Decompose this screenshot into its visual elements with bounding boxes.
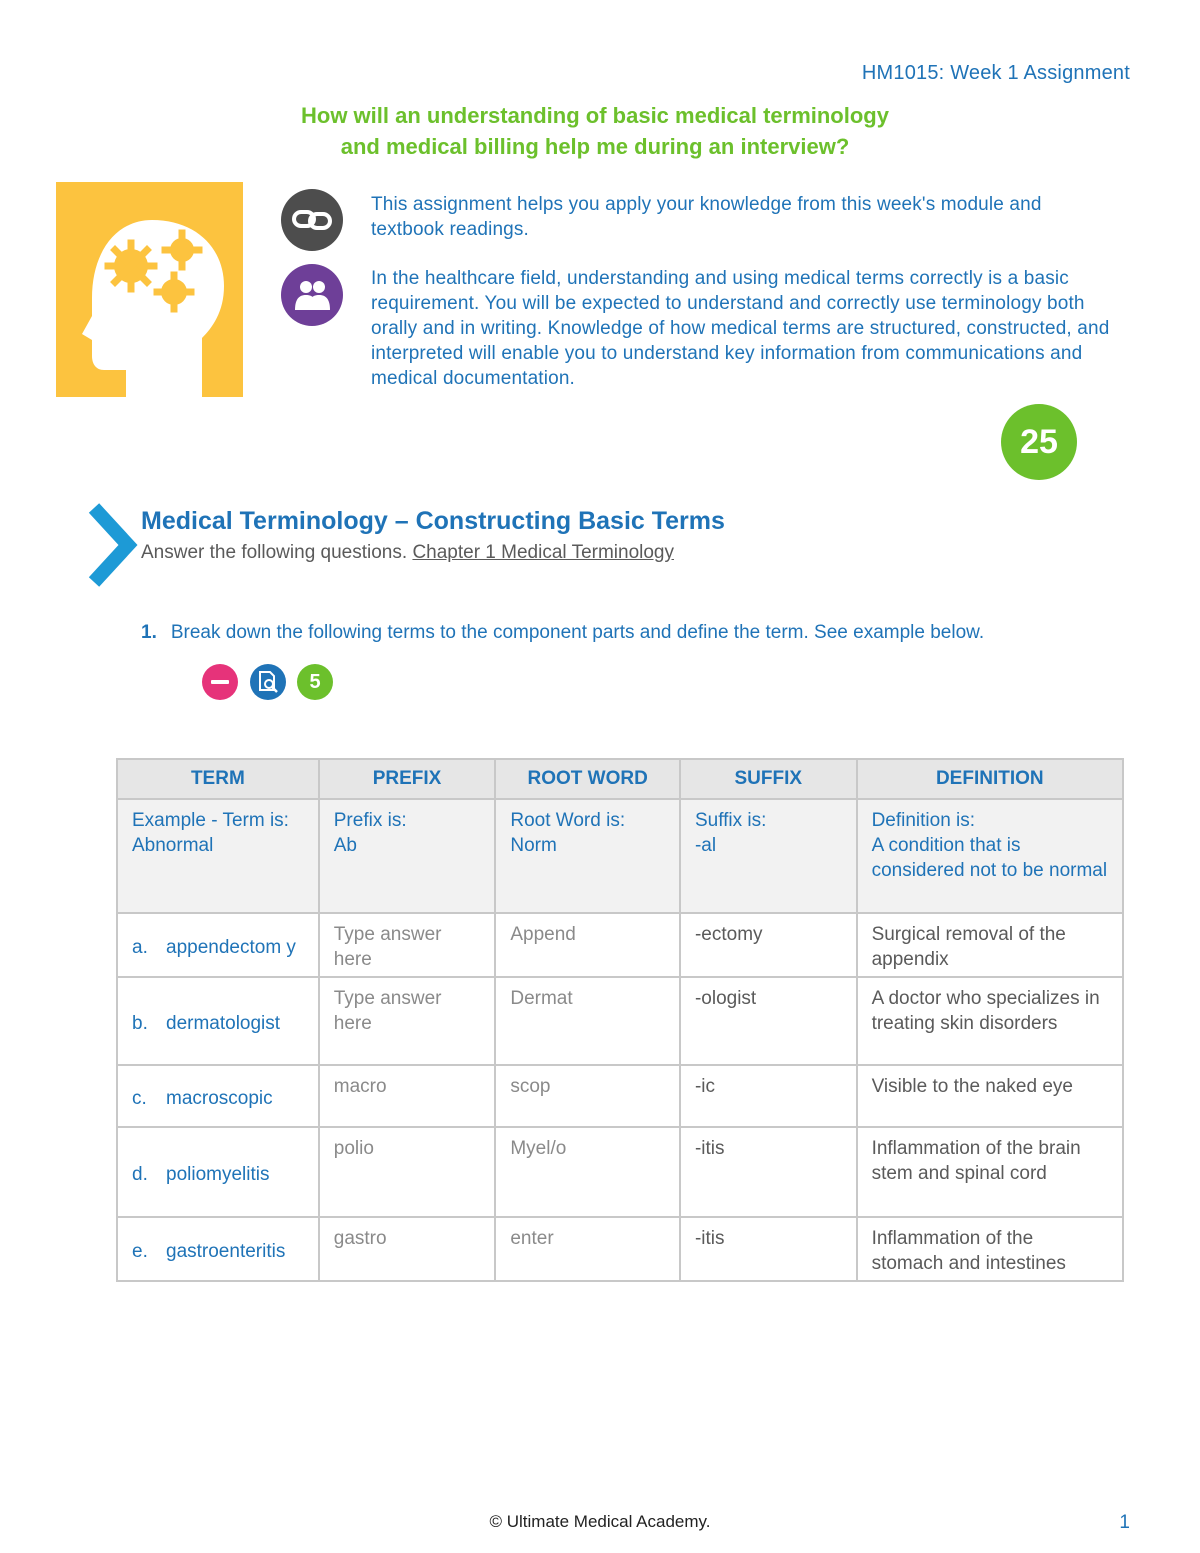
root-input[interactable]: scop [495,1065,680,1127]
minus-icon [202,664,238,700]
prefix-input[interactable]: macro [319,1065,496,1127]
header-suffix: SUFFIX [680,759,857,799]
guiding-question-line1: How will an understanding of basic medical terminology [301,103,889,128]
section-subtitle [141,542,674,564]
header-definition: DEFINITION [857,759,1123,799]
assignment-points-badge: 25 [1001,404,1077,480]
footer-copyright: © Ultimate Medical Academy. [489,1512,711,1531]
header-root-word: ROOT WORD [495,759,680,799]
question-text: Break down the following terms to the component parts and define the term. See example below. [170,622,985,643]
table-row [117,1065,1123,1127]
course-header: HM1015: Week 1 Assignment [861,62,1130,84]
example-row [117,799,1123,913]
table-row [117,1127,1123,1217]
example-suffix: Suffix is: -al [680,799,857,913]
question-points-badge: 5 [297,664,333,700]
section-instructions: Answer the following questions. [141,542,413,563]
suffix-input[interactable]: -itis [680,1127,857,1217]
suffix-input[interactable]: -ic [680,1065,857,1127]
intro-paragraph-2: In the healthcare field, understanding and using medical terms correctly is a basic requirement. You will be expected to understand and correctly use terminology both orally and in writing. Knowledge of how medical terms are structured, constructed, and interpreted will enable you to understand key information from communications and medical documentation. [371,268,1110,389]
example-root: Root Word is: Norm [495,799,680,913]
table-header-row [117,759,1123,799]
page-number: 1 [1119,1512,1130,1533]
section-title: Medical Terminology – Constructing Basic Terms [141,507,725,535]
example-term: Example - Term is: Abnormal [117,799,319,913]
root-input[interactable]: enter [495,1217,680,1281]
term-cell: e. gastroenteritis [117,1217,319,1281]
question-number: 1. [141,622,157,643]
head-gears-illustration [56,182,243,397]
prefix-input[interactable]: polio [319,1127,496,1217]
term-cell: c. macroscopic [117,1065,319,1127]
prefix-input[interactable]: gastro [319,1217,496,1281]
table-row [117,913,1123,977]
prefix-input[interactable]: Type answer here [319,913,496,977]
definition-input[interactable]: Inflammation of the stomach and intestines [857,1217,1123,1281]
link-icon [281,189,343,251]
example-prefix: Prefix is: Ab [319,799,496,913]
people-icon [281,264,343,326]
suffix-input[interactable]: -itis [680,1217,857,1281]
chevron-right-icon [86,500,138,595]
guiding-question [0,100,1190,162]
chapter-link[interactable]: Chapter 1 Medical Terminology [412,542,674,563]
suffix-input[interactable]: -ectomy [680,913,857,977]
term-cell: d. poliomyelitis [117,1127,319,1217]
prefix-input[interactable]: Type answer here [319,977,496,1065]
term-cell: a. appendectom y [117,913,319,977]
root-input[interactable]: Myel/o [495,1127,680,1217]
term-cell: b. dermatologist [117,977,319,1065]
root-input[interactable]: Dermat [495,977,680,1065]
question-1 [141,622,984,644]
definition-input[interactable]: Visible to the naked eye [857,1065,1123,1127]
document-search-icon [250,664,286,700]
table-row [117,1217,1123,1281]
header-prefix: PREFIX [319,759,496,799]
guiding-question-line2: and medical billing help me during an interview? [340,134,850,159]
root-input[interactable]: Append [495,913,680,977]
intro-paragraph-1: This assignment helps you apply your knowledge from this week's module and textbook readings. [371,194,1042,240]
table-row [117,977,1123,1065]
terminology-table [116,758,1124,1282]
header-term: TERM [117,759,319,799]
head-gears-icon [56,182,243,397]
suffix-input[interactable]: -ologist [680,977,857,1065]
example-definition: Definition is: A condition that is considered not to be normal [857,799,1123,913]
definition-input[interactable]: Inflammation of the brain stem and spinal cord [857,1127,1123,1217]
definition-input[interactable]: A doctor who specializes in treating skin disorders [857,977,1123,1065]
definition-input[interactable]: Surgical removal of the appendix [857,913,1123,977]
